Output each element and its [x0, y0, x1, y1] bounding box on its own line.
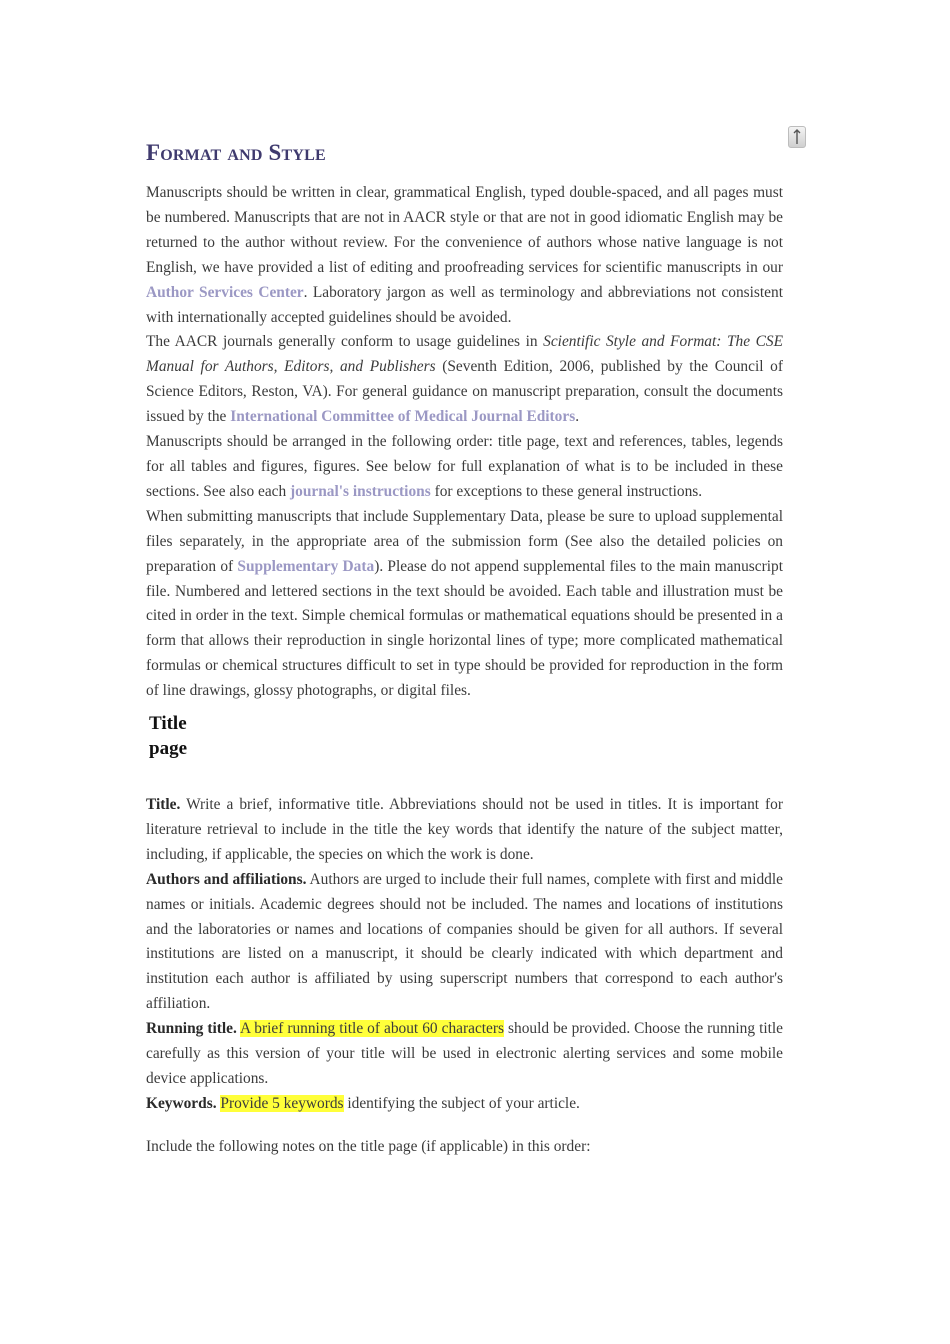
- text: .: [575, 408, 580, 426]
- include-note: Include the following notes on the title page (if applicable) in this order:: [146, 1138, 591, 1155]
- text: Manuscripts should be arranged in the following order: title page, text and references, tables, legends for all tables and figures, figures. See below for full explanation of what is to be included in these sections. See also each: [146, 433, 783, 500]
- text: . Laboratory jargon as well as terminology and abbreviations not consistent with internationally accepted guidelines should be avoided.: [146, 283, 783, 326]
- intro-body: [146, 181, 783, 704]
- text: Authors are urged to include their full names, complete with first and middle names or initials. Academic degrees should not be included. The names and locations of institutions and the laboratories or names and locations of companies should be given for all authors. If several institutions are listed on a manuscript, it should be clearly indicated with which department and institution each author is affiliated by using superscript numbers that correspond to each author's affiliation.: [146, 870, 783, 1013]
- text: Write a brief, informative title. Abbreviations should not be used in titles. It is important for literature retrieval to include in the title the key words that identify the nature of the subject matter, including, if applicable, the species on which the work is done.: [146, 796, 783, 863]
- paragraph: [146, 430, 783, 505]
- highlighted-text: A brief running title of about 60 characters: [240, 1020, 504, 1038]
- paragraph: [146, 505, 783, 704]
- section-heading: Format and Style: [146, 140, 326, 165]
- back-to-top-button[interactable]: [788, 126, 806, 148]
- title-page-section: [146, 793, 783, 1117]
- supplementary-data-link[interactable]: Supplementary Data: [237, 557, 375, 575]
- running-title-label: Running title.: [146, 1020, 237, 1038]
- book-title: Scientific Style and Format: The CSE Manual for Authors, Editors, and Publishers: [146, 333, 783, 376]
- text: Manuscripts should be written in clear, grammatical English, typed double-spaced, and all pages must be numbered. Manuscripts that are not in AACR style or that are not in good idiomatic English may be returned to the author without review. For the convenience of authors whose native language is not English, we have provided a list of editing and proofreading services for scientific manuscripts in our: [146, 184, 783, 276]
- paragraph: [146, 330, 783, 430]
- author-services-center-link[interactable]: Author Services Center: [146, 283, 304, 301]
- arrow-up-icon: [789, 127, 805, 147]
- text: identifying the subject of your article.: [343, 1094, 580, 1112]
- highlighted-text: Provide 5 keywords: [220, 1094, 344, 1112]
- paragraph: [146, 868, 783, 1017]
- text: (Seventh Edition, 2006, published by the Council of Science Editors, Reston, VA). For general guidance on manuscript preparation, consult the documents issued by the: [146, 358, 783, 426]
- keywords-label: Keywords.: [146, 1094, 217, 1112]
- text: ). Please do not append supplemental files to the main manuscript file. Numbered and lettered sections in the text should be avoided. Each table and illustration must be cited in order in the text. Simple chemical formulas or mathematical equations should be presented in a form that allows their reproduction in single horizontal lines of type; more complicated mathematical formulas or chemical structures difficult to set in type should be provided for reproduction in the form of line drawings, glossy photographs, or digital files.: [146, 557, 784, 700]
- paragraph: [146, 1017, 783, 1092]
- icmje-link[interactable]: International Committee of Medical Journal Editors: [230, 408, 576, 426]
- paragraph: [146, 1092, 783, 1117]
- title-page-heading: Title page: [149, 713, 187, 759]
- journal-instructions-link[interactable]: journal's instructions: [290, 482, 431, 500]
- text: should be provided. Choose the running title carefully as this version of your title will be used in electronic alerting services and some mobile device applications.: [146, 1020, 784, 1087]
- paragraph: [146, 793, 783, 868]
- text: When submitting manuscripts that include Supplementary Data, please be sure to upload supplemental files separately, in the appropriate area of the submission form (See also the detailed policies on preparation of: [146, 507, 783, 575]
- text: The AACR journals generally conform to usage guidelines in: [146, 333, 544, 351]
- authors-label: Authors and affiliations.: [146, 870, 307, 888]
- paragraph: [146, 181, 783, 330]
- text: for exceptions to these general instructions.: [430, 482, 703, 500]
- title-label: Title.: [146, 796, 181, 813]
